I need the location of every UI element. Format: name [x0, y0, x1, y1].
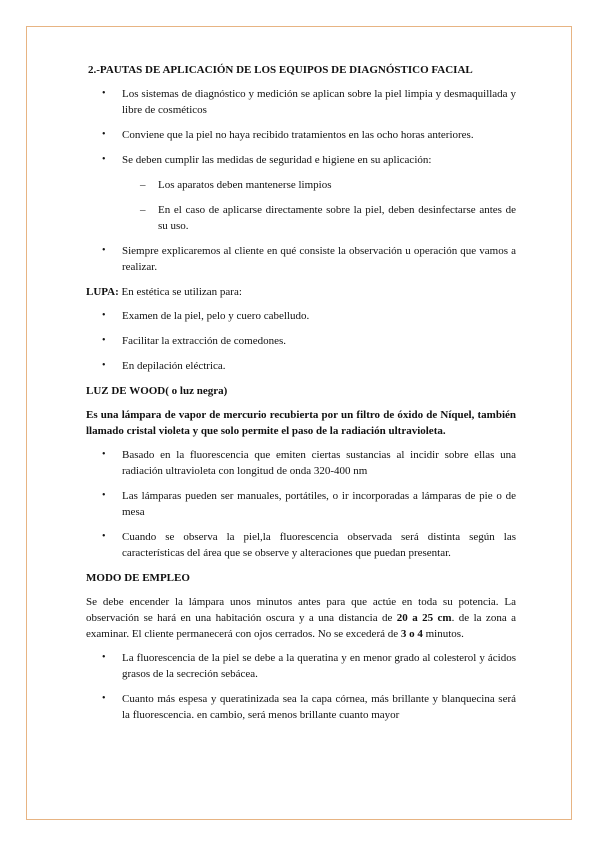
wood-list	[86, 447, 516, 561]
wood-definition: Es una lámpara de vapor de mercurio recubierta por un filtro de óxido de Níquel, también llamado cristal violeta y que solo permite el paso de la radiación ultravioleta.	[86, 409, 516, 437]
sublist-item: – En el caso de aplicarse directamente sobre la piel, deben desinfectarse antes de su uso.	[86, 202, 516, 234]
document-body	[86, 62, 516, 732]
modo-paragraph	[86, 594, 516, 642]
modo-text-2: . de la zona a examinar. El cliente permanecerá con ojos cerrados. No se excederá de	[86, 612, 517, 640]
section-title-modo: MODO DE EMPLEO	[86, 572, 190, 584]
modo-text-1: Se debe encender la lámpara unos minutos antes para que actúe en toda su potencia. La observación se hará en una habitación oscura y a una distancia de	[86, 596, 516, 624]
list-item: • Cuanto más espesa y queratinizada sea la capa córnea, más brillante y blanquecina será la fluorescencia. en cambio, será menos brillante cuanto mayor	[86, 691, 516, 723]
list-item-text: Se deben cumplir las medidas de seguridad e higiene en su aplicación:	[122, 154, 432, 166]
list-item: • Facilitar la extracción de comedones.	[86, 333, 516, 349]
modo-text-3: minutos.	[422, 628, 464, 640]
list-item: • Examen de la piel, pelo y cuero cabelludo.	[86, 308, 516, 324]
list-item: • En depilación eléctrica.	[86, 358, 516, 374]
lupa-label: LUPA:	[86, 286, 119, 298]
list-item: • Basado en la fluorescencia que emiten ciertas sustancias al incidir sobre ellas una radiación ultravioleta con longitud de onda 320-400 nm	[86, 447, 516, 479]
hygiene-sublist	[86, 177, 516, 234]
list-item	[86, 152, 516, 234]
lupa-intro	[86, 284, 516, 300]
pautas-list	[86, 86, 516, 275]
list-item: • Cuando se observa la piel,la fluorescencia observada será distinta según las características del área que se observe y alteraciones que puedan presentar.	[86, 529, 516, 561]
section-title-wood: LUZ DE WOOD( o luz negra)	[86, 385, 228, 397]
modo-distance: 20 a 25 cm	[396, 612, 452, 624]
sublist-item: – Los aparatos deben mantenerse limpios	[86, 177, 516, 193]
list-item: • Los sistemas de diagnóstico y medición se aplican sobre la piel limpia y desmaquillada y libre de cosméticos	[86, 86, 516, 118]
list-item: • Siempre explicaremos al cliente en qué consiste la observación u operación que vamos a realizar.	[86, 243, 516, 275]
modo-minutes: 3 o 4	[400, 628, 423, 640]
modo-list	[86, 650, 516, 723]
list-item: • Conviene que la piel no haya recibido tratamientos en las ocho horas anteriores.	[86, 127, 516, 143]
lupa-list	[86, 308, 516, 374]
list-item: • Las lámparas pueden ser manuales, portátiles, o ir incorporadas a lámparas de pie o de mesa	[86, 488, 516, 520]
list-item: • La fluorescencia de la piel se debe a la queratina y en menor grado al colesterol y ácidos grasos de la secreción sebácea.	[86, 650, 516, 682]
section-title-pautas: 2.-PAUTAS DE APLICACIÓN DE LOS EQUIPOS DE DIAGNÓSTICO FACIAL	[88, 64, 473, 76]
lupa-intro-text: En estética se utilizan para:	[118, 286, 242, 298]
